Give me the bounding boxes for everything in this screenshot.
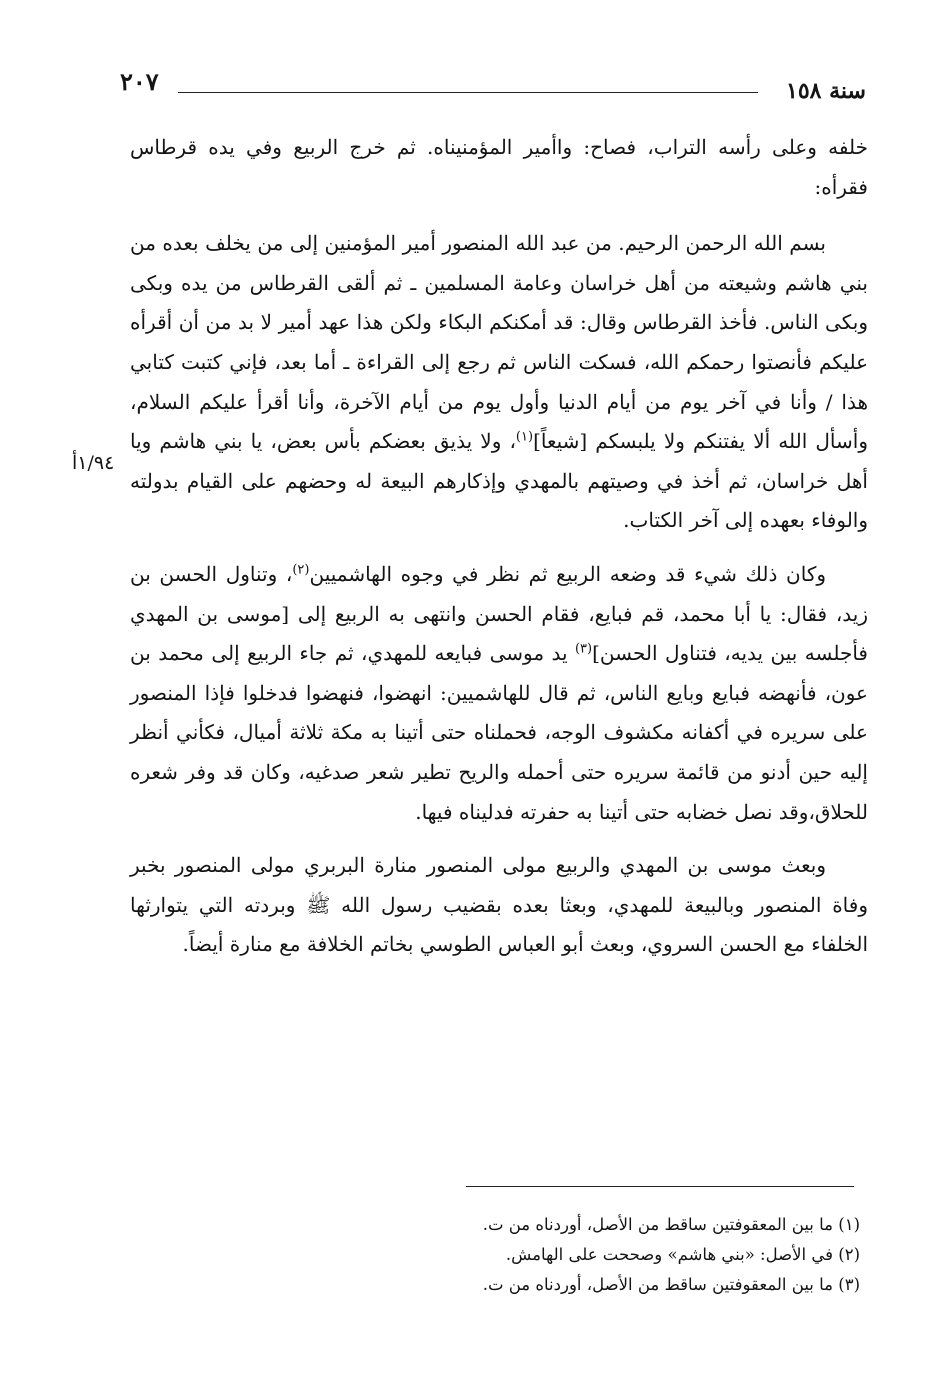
paragraph-1 [130,128,868,207]
footnotes [340,1210,860,1300]
paragraph-text: ، ولا يذيق بعضكم بأس بعض، يا بني هاشم ويا أهل خراسان، ثم أخذ في وصيتهم بالمهدي وإذكارهم البيعة له وحضهم على القيام بدولته والوفاء بعهده إلى آخر الكتاب. [130,429,868,533]
running-head-year: سنة ١٥٨ [786,78,866,104]
paragraph-text: يد موسى فبايعه للمهدي، ثم جاء الربيع إلى محمد بن عون، فأنهضه فبايع وبايع الناس، ثم قال للهاشميين: انهضوا، فنهضوا فدخلوا فإذا المنصور على سريره في أكفانه مكشوف الوجه، فحملناه حتى أتينا به مكة ثلاثة أميال، فكأني أنظر إليه حين أدنو من قائمة سريره حتى أحمله والريح تطير شعر صدغيه، وكان قد وفر شعره للحلاق،وقد نصل خضابه حتى أتينا به حفرته فدليناه فيها. [130,641,868,824]
footnote-rule [466,1186,854,1187]
footnote-1: (١) ما بين المعقوفتين ساقط من الأصل، أوردناه من ت. [482,1215,860,1234]
page-header [120,66,866,112]
header-rule [178,92,758,93]
footnote-reference: (١) [515,429,534,445]
footnote-reference: (٢) [292,562,310,578]
footnote-2: (٢) في الأصل: «بني هاشم» وصححت على الهامش. [505,1245,860,1264]
paragraph-text: ، وتناول الحسن بن زيد، فقال: يا أبا محمد، قم فبايع، فقام الحسن وانتهى به الربيع إلى [موسى بن المهدي فأجلسه بين يديه، فتناول الحسن] [130,561,868,666]
main-text [130,128,868,979]
paragraph-4 [130,846,868,965]
paragraph-3 [130,555,868,832]
margin-folio-note: ١/٩٤أ [72,452,115,474]
paragraph-text: خلفه وعلى رأسه التراب، فصاح: واأمير المؤمنيناه. ثم خرج الربيع وفي يده قرطاس فقرأه: [130,135,868,199]
paragraph-text: وبعث موسى بن المهدي والربيع مولى المنصور منارة البربري مولى المنصور بخبر وفاة المنصور وبالبيعة للمهدي، وبعثا بعده بقضيب رسول الله ﷺ وبردته التي يتوارثها الخلفاء مع الحسن السروي، وبعث أبو العباس الطوسي بخاتم الخلافة مع منارة أيضاً. [130,853,868,957]
paragraph-text: بسم الله الرحمن الرحيم. من عبد الله المنصور أمير المؤمنين إلى من يخلف بعده من بني هاشم وشيعته من أهل خراسان وعامة المسلمين ـ ثم ألقى القرطاس من يده وبكى وبكى الناس. فأخذ القرطاس وقال: قد أمكنكم البكاء ولكن هذا عهد أمير لا بد من أن أقرأه عليكم فأنصتوا رحمكم الله، فسكت الناس ثم رجع إلى القراءة ـ أما بعد، فإني كتبت كتابي هذا / وأنا في آخر يوم من أيام الدنيا وأول يوم من أيام الآخرة، وأنا أقرأ عليكم السلام، وأسأل الله ألا يفتنكم ولا يلبسكم [شيعاً] [130,231,868,454]
footnote-reference: (٣) [574,641,593,657]
footnote-3: (٣) ما بين المعقوفتين ساقط من الأصل، أوردناه من ت. [482,1275,860,1294]
page-number: ٢٠٧ [120,67,159,96]
paragraph-2 [130,224,868,541]
paragraph-text: وكان ذلك شيء قد وضعه الربيع ثم نظر في وجوه الهاشميين [309,561,826,586]
